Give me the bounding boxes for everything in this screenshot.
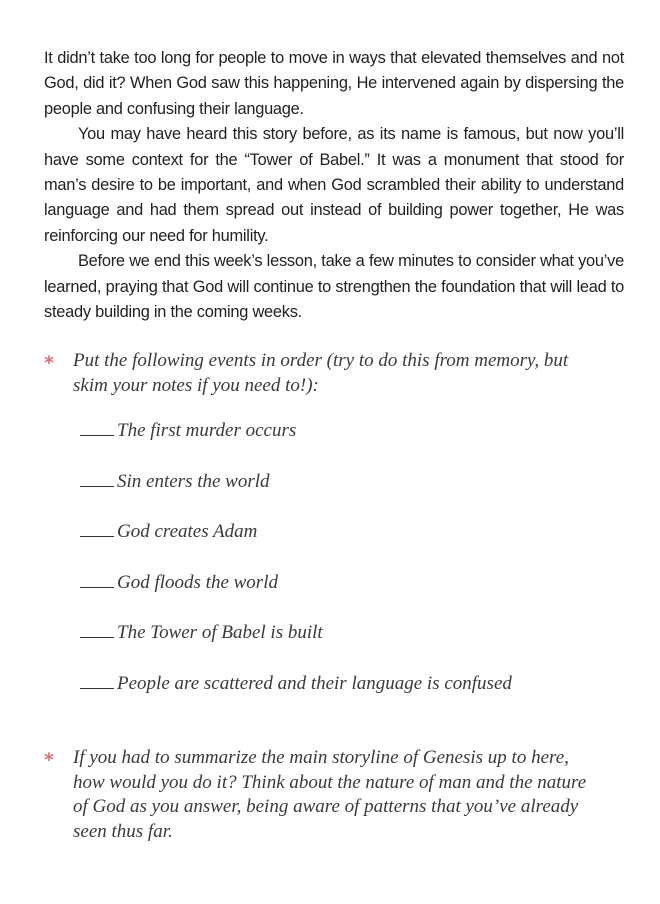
summary-prompt-text: If you had to summarize the main storyline of Genesis up to here, how would you do it? Think about the nature of man and the nature of God as you answer, being aware of patterns that you’ve already seen thus far. bbox=[73, 747, 587, 842]
list-item bbox=[80, 569, 620, 620]
event-label: People are scattered and their language is confused bbox=[117, 672, 512, 694]
event-label: The Tower of Babel is built bbox=[117, 622, 323, 643]
answer-blank[interactable] bbox=[80, 535, 114, 537]
paragraph-3: Before we end this week’s lesson, take a few minutes to consider what you’ve learned, praying that God will continue to strengthen the foundation that will lead to steady building in the coming weeks. bbox=[44, 252, 624, 322]
paragraph-1: It didn’t take too long for people to move in ways that elevated themselves and not God, did it? When God saw this happening, He intervened again by dispersing the people and confusing their language. bbox=[44, 49, 624, 118]
event-label: God creates Adam bbox=[117, 521, 258, 542]
summary-prompt bbox=[44, 746, 604, 844]
event-label: Sin enters the world bbox=[117, 470, 270, 492]
list-item bbox=[80, 670, 620, 721]
event-label: God floods the world bbox=[117, 571, 278, 593]
event-label: The first murder occurs bbox=[117, 420, 297, 441]
asterisk-bullet-icon: * bbox=[44, 749, 54, 771]
answer-blank[interactable] bbox=[80, 434, 114, 436]
answer-blank[interactable] bbox=[80, 485, 114, 487]
answer-blank[interactable] bbox=[80, 636, 114, 638]
asterisk-bullet-icon: * bbox=[44, 352, 54, 374]
list-item bbox=[80, 619, 620, 670]
list-item bbox=[80, 468, 620, 519]
answer-blank[interactable] bbox=[80, 586, 114, 588]
ordering-prompt bbox=[44, 349, 604, 398]
ordering-prompt-text: Put the following events in order (try to do this from memory, but skim your notes if you need to!): bbox=[73, 350, 569, 396]
lesson-body bbox=[44, 46, 624, 325]
list-item bbox=[80, 417, 620, 468]
paragraph-2: You may have heard this story before, as its name is famous, but now you’ll have some context for the “Tower of Babel.” It was a monument that stood for man’s desire to be important, and when God scrambled their ability to understand language and had them spread out instead of building power together, He was reinforcing our need for humility. bbox=[44, 125, 624, 245]
answer-blank[interactable] bbox=[80, 687, 114, 689]
event-order-list bbox=[80, 417, 620, 720]
list-item bbox=[80, 518, 620, 569]
